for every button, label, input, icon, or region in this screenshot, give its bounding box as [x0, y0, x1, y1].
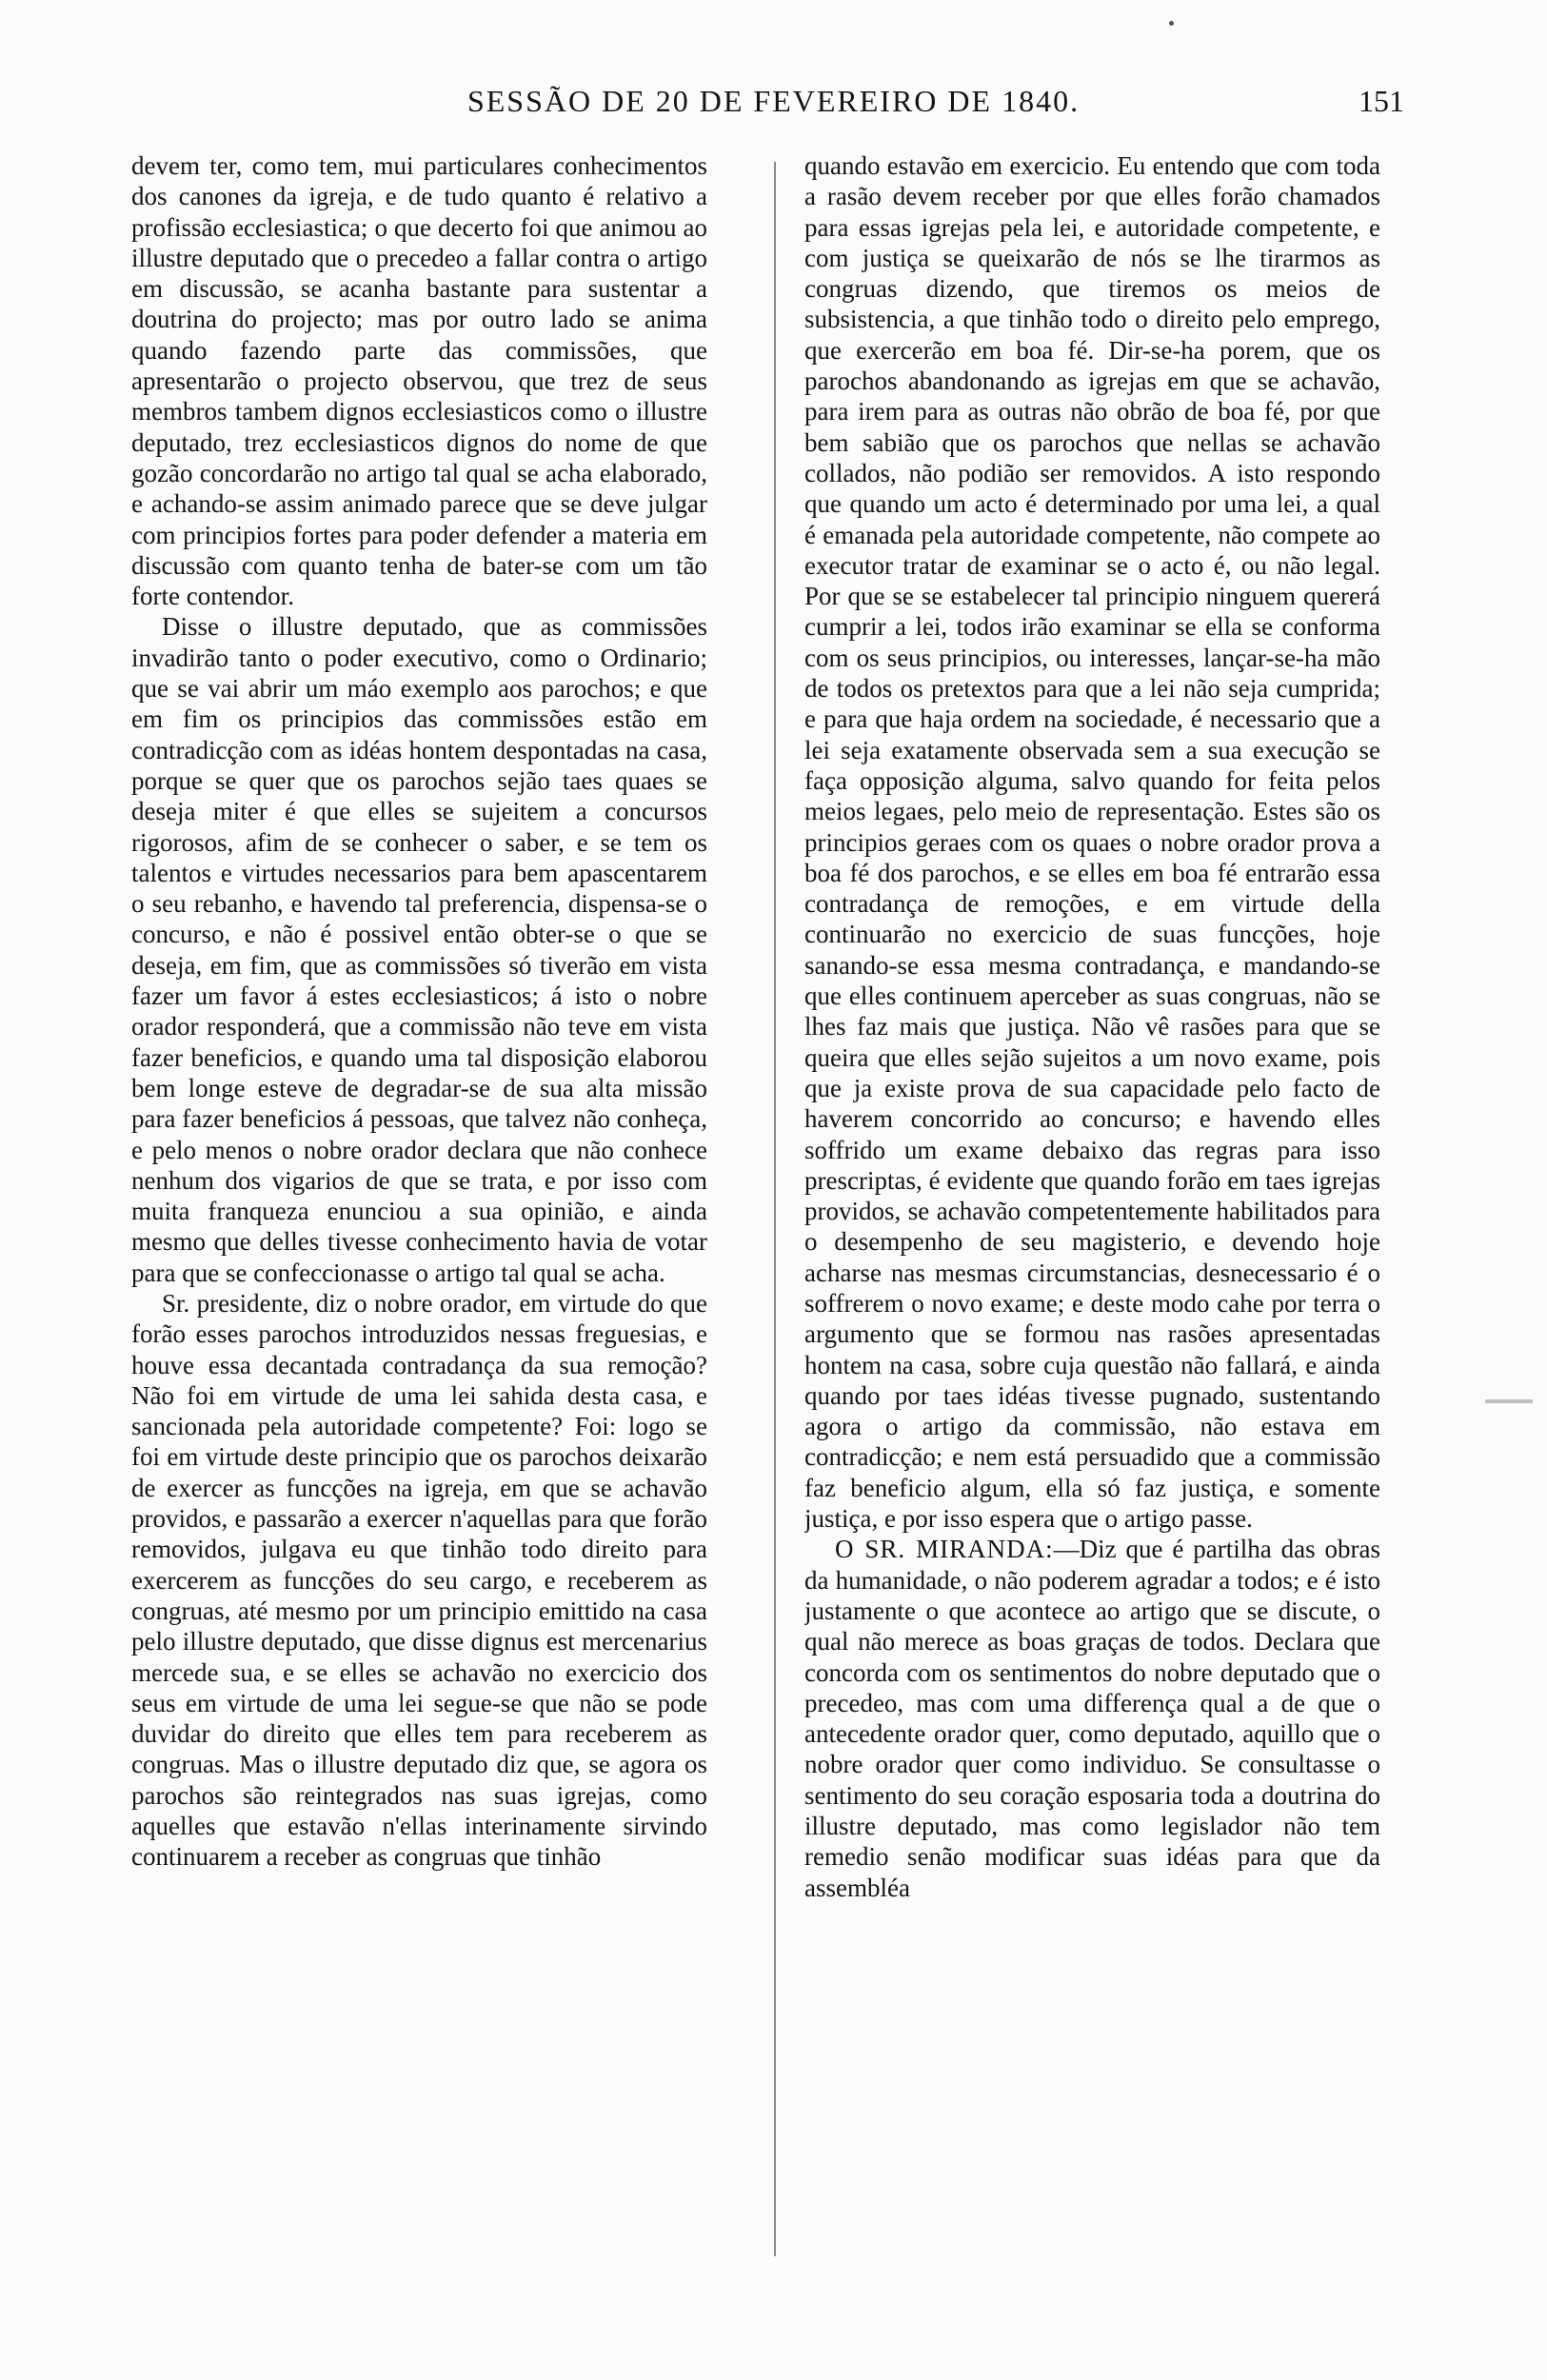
column-divider [774, 162, 776, 2256]
right-column [804, 150, 1380, 2259]
running-head: SESSÃO DE 20 DE FEVEREIRO DE 1840. [466, 84, 1081, 118]
page-number: 151 [1359, 84, 1404, 118]
paragraph: Disse o illustre deputado, que as commissões invadirão tanto o poder executivo, como o Ordinario; que se vai abrir um máo exemplo aos parochos; e que em fim os principios das commissões estão em contradicção com as idéas hontem despontadas na casa, porque se quer que os parochos sejão taes quaes se deseja miter é que elles se sujeitem a concursos rigorosos, afim de se conhecer o saber, e se tem os talentos e virtudes necessarios para bem apascentarem o seu rebanho, e havendo tal preferencia, dispensa-se o concurso, e não é possivel então obter-se o que se deseja, em fim, que as commissões só tiverão em vista fazer um favor á estes ecclesiasticos; á isto o nobre orador responderá, que a commissão não teve em vista fazer beneficios, e quando uma tal disposição elaborou bem longe esteve de degradar-se de sua alta missão para fazer beneficios á pessoas, que talvez não conheça, e pelo menos o nobre orador declara que não conhece nenhum dos vigarios de que se trata, e por isso com muita franqueza enunciou a sua opinião, e ainda mesmo que delles tivesse conhecimento havia de votar para que se confeccionasse o artigo tal qual se acha. [131, 612, 707, 1287]
paragraph-continued: devem ter, como tem, mui particulares conhecimentos dos canones da igreja, e de tudo quanto é relativo a profissão ecclesiastica; o que decerto foi que animou ao illustre deputado que o precedeo a fallar contra o artigo em discussão, se acanha bastante para sustentar a doutrina do projecto; mas por outro lado se anima quando fazendo parte das commissões, que apresentarão o projecto observou, que trez de seus membros tambem dignos ecclesiasticos como o illustre deputado, trez ecclesiasticos dignos do nome de que gozão concordarão no artigo tal qual se acha elaborado, e achando-se assim animado parece que se deve julgar com principios fortes para poder defender a materia em discussão com quanto tenha de bater-se com um tão forte contendor. [131, 151, 707, 611]
paragraph: Sr. presidente, diz o nobre orador, em virtude do que forão esses parochos introduzidos nessas freguesias, e houve essa decantada contradança da sua remoção? Não foi em virtude de uma lei sahida desta casa, e sancionada pela autoridade competente? Foi: logo se foi em virtude deste principio que os parochos deixarão de exercer as funcções na igreja, em que se achavão providos, e passarão a exercer n'aquellas para que forão removidos, julgava eu que tinhão todo direito para exercerem as funcções do seu cargo, e receberem as congruas, até mesmo por um principio emittido na casa pelo illustre deputado, que disse dignus est mercenarius mercede sua, e se elles se achavão no exercicio dos seus em virtude de uma lei segue-se que não se pode duvidar do direito que elles tem para receberem as congruas. Mas o illustre deputado diz que, se agora os parochos são reintegrados nas suas igrejas, como aquelles que estavão n'ellas interinamente sirvindo continuarem a receber as congruas que tinhão [131, 1288, 707, 1872]
margin-smudge [1485, 1399, 1533, 1403]
speech-paragraph [804, 1534, 1380, 1903]
page-header [143, 84, 1404, 141]
left-column [131, 150, 707, 2259]
speaker-name: O SR. MIRANDA: [835, 1535, 1054, 1564]
speech-text: —Diz que é partilha das obras da humanidade, o não poderem agradar a todos; e é isto justamente o que acontece ao artigo que se discute, o qual não merece as boas graças de todos. Declara que concorda com os sentimentos do nobre deputado que o precedeo, mas com uma differença qual a de que o antecedente orador quer, como deputado, aquillo que o nobre orador quer como individuo. Se consultasse o sentimento do seu coração esposaria toda a doutrina do illustre deputado, mas como legislador não tem remedio senão modificar suas idéas para que da assembléa [804, 1535, 1380, 1902]
paragraph-continued: quando estavão em exercicio. Eu entendo que com toda a rasão devem receber por que elles forão chamados para essas igrejas pela lei, e autoridade competente, e com justiça se queixarão de nós se lhe tirarmos as congruas dizendo, que tiremos os meios de subsistencia, a que tinhão todo o direito pelo emprego, que exercerão em boa fé. Dir-se-ha porem, que os parochos abandonando as igrejas em que se achavão, para irem para as outras não obrão de boa fé, por que bem sabião que os parochos que nellas se achavão collados, não podião ser removidos. A isto respondo que quando um acto é determinado por uma lei, a qual é emanada pela autoridade competente, não compete ao executor tratar de examinar se o acto é, ou não legal. Por que se se estabelecer tal principio ninguem quererá cumprir a lei, todos irão examinar se ella se conforma com os seus principios, ou interesses, lançar-se-ha mão de todos os pretextos para que a lei não seja cumprida; e para que haja ordem na sociedade, é necessario que a lei seja exatamente observada sem a sua execução se faça opposição alguma, salvo quando for feita pelos meios legaes, pelo meio de representação. Estes são os principios geraes com os quaes o nobre orador prova a boa fé dos parochos, e se elles em boa fé entrarão essa contradança de remoções, e em virtude della continuarão no exercicio de suas funcções, hoje sanando-se essa mesma contradança, e mandando-se que elles continuem aperceber as suas congruas, não se lhes faz mais que justiça. Não vê rasões para que se queira que elles sejão sujeitos a um novo exame, pois que ja existe prova de sua capacidade pelo facto de haverem concorrido ao concurso; e havendo elles soffrido um exame debaixo das regras para isso prescriptas, é evidente que quando forão em taes igrejas providos, se achavão competentemente habilitados para o desempenho de seu magisterio, e devendo hoje acharse nas mesmas circumstancias, desnecessario é o soffrerem o novo exame; e deste modo cahe por terra o argumento que se formou nas rasões apresentadas hontem na casa, sobre cuja questão não fallará, e ainda quando por taes idéas tivesse pugnado, sustentando agora o artigo da commissão, não estava em contradicção; e nem está persuadido que a commissão faz beneficio algum, ella só faz justiça, e somente justiça, e por isso espera que o artigo passe. [804, 151, 1380, 1534]
print-speck [1169, 21, 1174, 26]
